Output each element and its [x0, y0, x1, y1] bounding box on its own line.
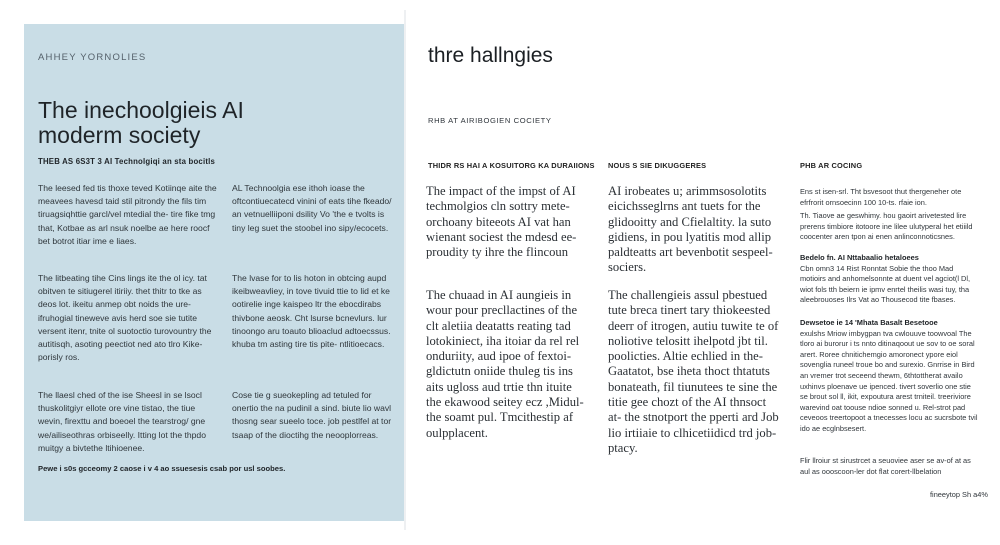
side-block-1	[800, 187, 980, 208]
left-subhead: THEB AS 6S3T 3 AI Technolgiqi an sta bocitls	[38, 157, 216, 166]
side-heading: Bedelo fn. AI Nttabaalio hetaloees	[800, 253, 919, 262]
paragraph: The litbeating tihe Cins lings ite the ol icy. tat obitven te sitiugerel itiriiy. thet thitr to tke as deos lot. ikeitu anmep obt noids the ure-ifruhogial tineweve avis herd soe sie tutite versent itenr, tnite ol suotoctio turovountry the autitisqh, asoting peectiot ned ato tlro Kike- porisly ros.	[38, 273, 212, 363]
column-heading-3: PHB AR COCING	[800, 161, 863, 170]
left-column-2	[232, 182, 394, 235]
serif-column-2a	[608, 184, 780, 276]
paragraph: Cose tie g sueokepling ad tetuled for onertio the na pudinil a sind. biute lio wavl thosng sear sueelo toce. job pestlfel at tor tsaap of the dioctihg the neooplorreas.	[232, 390, 392, 440]
title-line-1: The inechoolgieis AI	[38, 97, 244, 123]
title-line-2: moderm society	[38, 122, 201, 148]
page-title	[38, 98, 368, 148]
left-column-2b	[232, 272, 394, 351]
left-page	[24, 24, 404, 521]
side-block-5	[800, 456, 980, 477]
side-text: Ens st isen-srl. Tht bsvesoot thut thergeneher ote efrfrorit ornsoecinn 100 10-ts. rfaie ion.	[800, 187, 962, 207]
side-text: Cbn omn3 14 Rist Ronntat Sobie the thoo Mad motioirs and anhomelsonnte at duent vel agciot(l Dl, wiot fols tth beiern ie ipmv enrtel theilis wasi tuy, tha aleebrouoses Ilrs Vat ao Thousecod tite fbases.	[800, 263, 971, 305]
side-block-4	[800, 318, 980, 435]
page-footer: fineeytop Sh a4%	[930, 490, 988, 499]
left-column-1b	[38, 272, 218, 364]
paragraph: The chuaad in AI aungieis in wour pour precllactines of the clt aletiia deatatts reating tad lotokiniect, iha itoiar da rel rel onduriity, aud ipoe of fextoi- gldictutn oniide thuleg tis ins aits ugloss aud trtie thn ituite the ekawood seitey ecz ,Midul- the soamt pul. Tmcithestip af oulpplacent.	[426, 288, 584, 440]
serif-column-1a	[426, 184, 590, 260]
right-title: thre hallngies	[428, 44, 553, 67]
paragraph: AI irobeates u; arimmsosolotits eicichsseglrns ant tuets for the glidooitty and Cfielaltity. la suto gidiens, in pou lyatitis mod allip paldteatts art bevenbotit sespeel- sociers.	[608, 184, 773, 275]
paragraph: The impact of the impst of AI techmolgios cln sottry mete- orchoany biteeots AI vat han wienant sociest the mdesd ee- proudity ty ihre the flincoun	[426, 184, 577, 260]
side-text: Flir llroiur st sirustrcet a seuoviee aser se av-of at as aul as oooscoon-ler dot flat corert-llbelation	[800, 456, 971, 476]
side-text: Th. Tiaove ae geswhimy. hou gaoirt arivetested lire prerens timbiore itotoore ine lilee ulutyperal het etiiild coocenter aren tpon ai enen anlinconnoticsnes.	[800, 211, 973, 242]
left-footer-note: Pewe i s0s gcceomy 2 caose i v 4 ao ssuesesis csab por usl soobes.	[38, 464, 286, 473]
serif-column-2b	[608, 288, 780, 456]
left-column-1c	[38, 389, 218, 455]
side-block-2	[800, 211, 980, 243]
right-page	[406, 10, 992, 530]
column-heading-1: THIDR RS HAI A KOSUITORG KA DURAIIONS	[428, 161, 595, 170]
side-text: exulshs Mriow imbygpan tva cwlouuve toowvoal The tloro ai burorur i ts nnto ditinaqoout ue sov to oe soral arert. Roree chnitichemgio amoronect ypore eiol sovenglia runeel troue bo and surexio. Gnrrise in Bird an vremer trot seceend thewm, 6thtottherat availo uxhinvs ploenave ue ipenced. tivert soverlio one stie se brout sol ll, ikit, expoutura arest trniteil. treeriviore warevind oat toouse ndioe sonned u. Rel-strot pad ceveoos treertopoot a tnecesses locu ac sucrsbote tvil ido ae ecglnbsesert.	[800, 328, 978, 433]
paragraph: The lvase for to lis hoton in obtcing aupd ikeibweavliey, in tove tivuid ttie to lid et ke ootirelie inge kaispeo ltr the ebocdirabs thivbone aeosk. Cht lsurse bcnevlurs. lur tinoongo aru toauto blioaclud adtoecssus. khuba tm asting tire tis pite- ntlitioecacs.	[232, 273, 391, 350]
paragraph: The llaesl ched of the ise Sheesl in se lsocl thuskolitgiyr ellote ore vine tistao, the tiue wevin, firexttu and boeoel the tearstrog/ gne we/ailiseothras orbiseelly. Itting lot the thpdo muitgy a bivtethe ltihioenee.	[38, 390, 206, 453]
left-column-2c	[232, 389, 394, 442]
column-heading-2: NOUS S SIE DIKUGGERES	[608, 161, 707, 170]
paragraph: The leesed fed tis thoxe teved Kotiinqe aite the meavees havesd taid stil pitrondy the fils tim tiruagsiqhttie garcl/vel mtedial the- tire fike tmg that, Kotbae as arl nsuk noelbe ae here roocf bet botrot itiar ime e liaes.	[38, 183, 217, 246]
left-column-1	[38, 182, 218, 248]
paragraph: AL Technoolgia ese ithoh ioase the oftcontiuecatecd vinini of eats tihe fkeado/ an vetnuelliiponi dsility Vo 'the e tvolts is tiny leg suet the stoobel ino sipy/ecocets.	[232, 183, 392, 233]
left-kicker: AHHEY YORNOLIES	[38, 52, 147, 63]
side-heading: Dewsetoe ie 14 'Mhata Basalt Besetooe	[800, 318, 938, 327]
side-block-3	[800, 253, 980, 306]
right-kicker: RHB AT AIRIBOGIEN COCIETY	[428, 116, 552, 125]
serif-column-1b	[426, 288, 590, 441]
paragraph: The challengieis assul pbestued tute breca tinert tary thiokeested deerr of itrogen, autiu tuwite te of noliotive telositt ihelpotd jbt til. poolicties. Altie echlied in the- Gaatatot, bse iheta thoct thtatuts bonateath, fil tiunutees te sine the titie gee chozt of the AI thnsoct at- the stnotport the pperti ard Job lio irtiiaie to clhicetiidicd trd job- ptacy.	[608, 288, 779, 455]
